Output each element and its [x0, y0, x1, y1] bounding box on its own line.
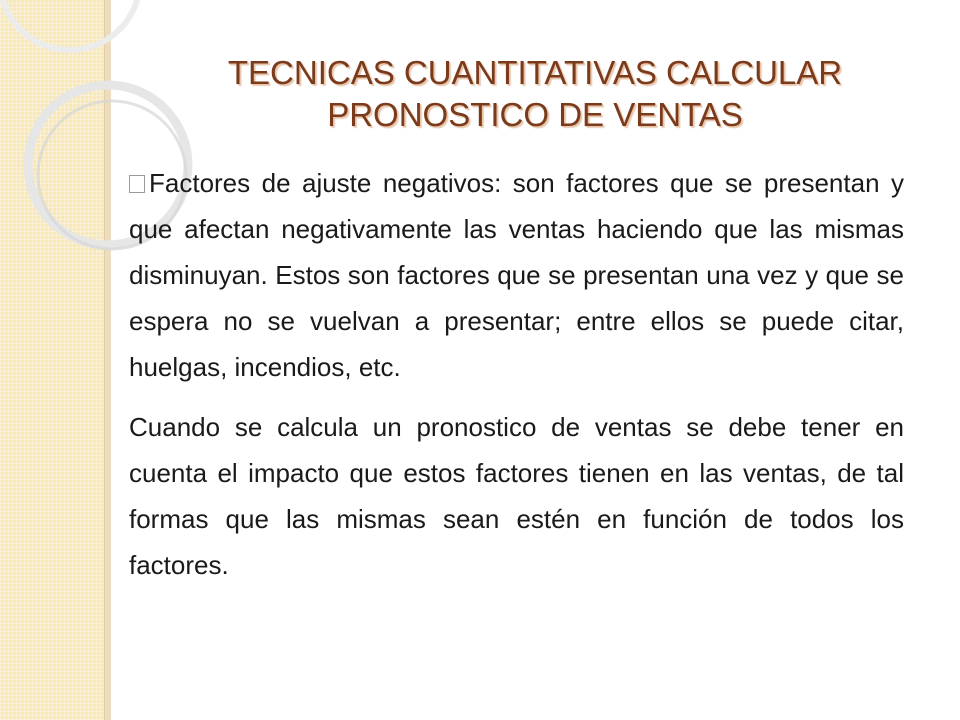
square-bullet-icon	[129, 175, 145, 193]
paragraph-1-text: Factores de ajuste negativos: son factores que se presentan y que afectan negativamente las ventas haciendo que las mismas disminuyan. Estos son factores que se presentan una vez y que se espera no se vuelvan a presentar; entre ellos se puede citar, huelgas, incendios, etc.	[129, 168, 904, 382]
decorative-side-divider	[104, 0, 111, 720]
paragraph-2-text: Cuando se calcula un pronostico de ventas se debe tener en cuenta el impacto que estos factores tienen en las ventas, de tal formas que las mismas sean estén en función de todos los factores.	[129, 412, 904, 580]
paragraph-forecast-impact	[129, 404, 904, 588]
slide-body	[129, 160, 904, 588]
paragraph-negative-factors	[129, 160, 904, 390]
slide-title: TECNICAS CUANTITATIVAS CALCULAR PRONOSTICO DE VENTAS	[227, 54, 843, 133]
decorative-side-band	[0, 0, 104, 720]
